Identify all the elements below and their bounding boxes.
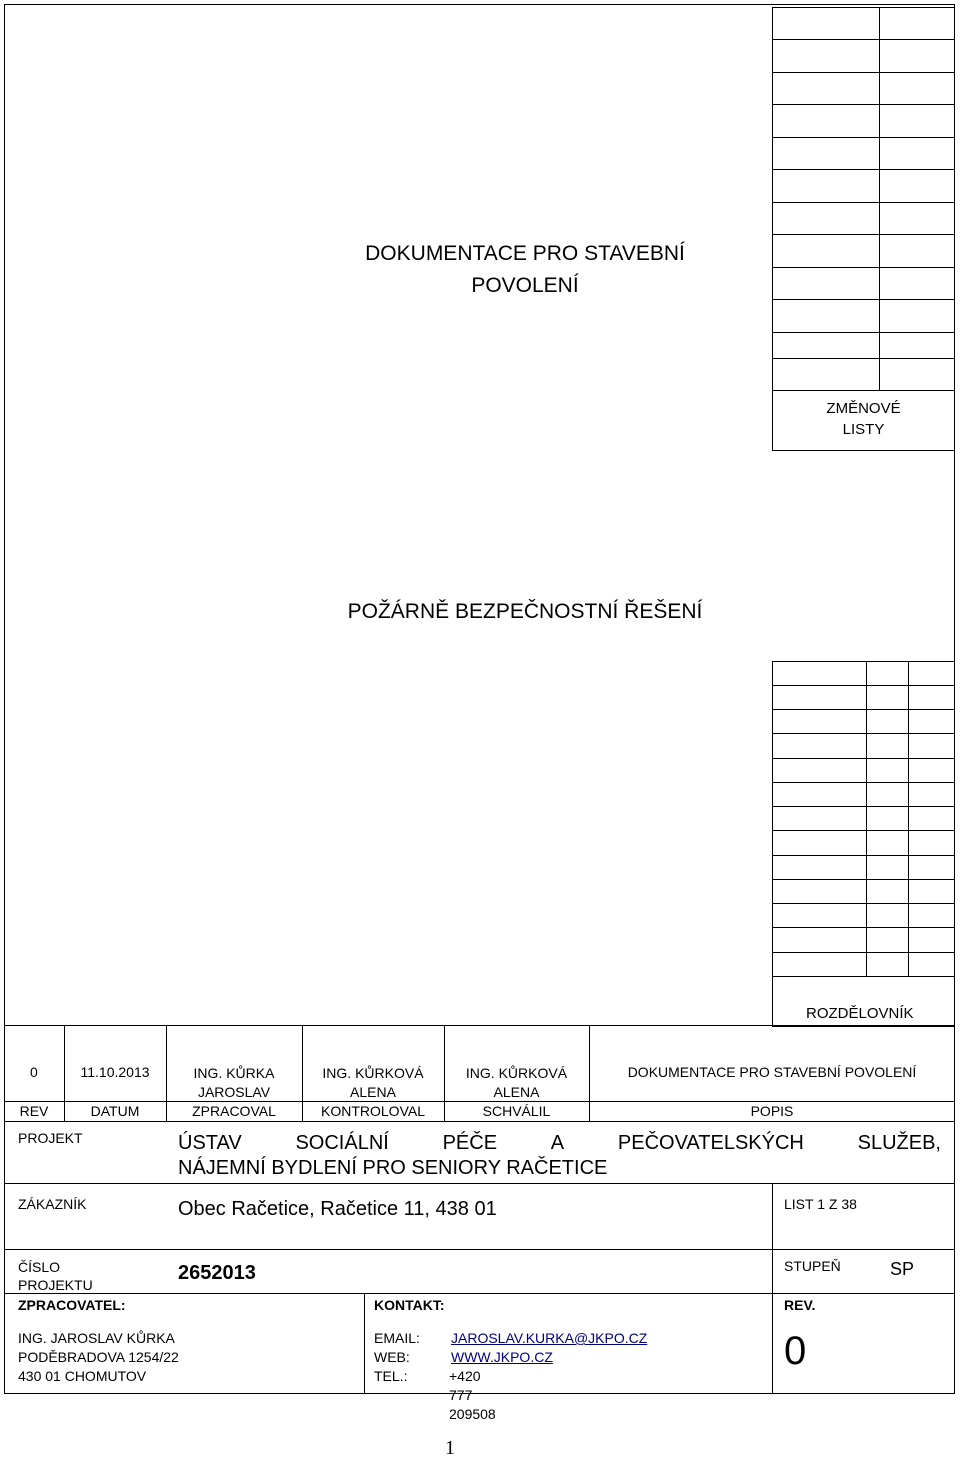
rev-value: 0 — [784, 1329, 807, 1373]
change-sheets-label-line1: ZMĚNOVÉ — [826, 400, 901, 417]
author-street: PODĚBRADOVA 1254/22 — [18, 1349, 179, 1365]
header-checked: KONTROLOVAL — [321, 1103, 425, 1119]
header-date: DATUM — [90, 1103, 140, 1119]
author-label: ZPRACOVATEL: — [18, 1297, 126, 1313]
revision-number: 0 — [30, 1064, 38, 1080]
revision-approved-by — [444, 1064, 589, 1102]
project-word: PÉČE — [442, 1132, 498, 1154]
header-approved: SCHVÁLIL — [482, 1103, 551, 1119]
stage-label: STUPEŇ — [784, 1258, 841, 1274]
tel-label: TEL.: — [374, 1368, 408, 1384]
project-name-line1 — [178, 1132, 941, 1155]
header-description: POPIS — [750, 1103, 794, 1119]
checked-by-line2: ALENA — [350, 1084, 396, 1100]
email-link[interactable]: JAROSLAV.KURKA@JKPO.CZ — [451, 1330, 648, 1346]
revision-checked-by — [302, 1064, 444, 1102]
customer-value: Obec Račetice, Račetice 11, 438 01 — [178, 1198, 497, 1220]
web-link[interactable]: WWW.JKPO.CZ — [451, 1349, 553, 1365]
project-word: ÚSTAV — [178, 1132, 242, 1154]
project-number-label-line1: ČÍSLO — [18, 1259, 61, 1275]
author-name: ING. JAROSLAV KŮRKA — [18, 1330, 175, 1346]
page-number: 1 — [445, 1437, 455, 1459]
contact-details — [374, 1329, 648, 1422]
approved-by-line1: ING. KŮRKOVÁ — [465, 1065, 568, 1081]
header-prepared: ZPRACOVAL — [192, 1103, 276, 1119]
revision-description: DOKUMENTACE PRO STAVEBNÍ POVOLENÍ — [627, 1064, 917, 1080]
project-word: PEČOVATELSKÝCH — [617, 1132, 804, 1154]
prepared-by-line2: JAROSLAV — [197, 1084, 271, 1100]
approved-by-line2: ALENA — [493, 1084, 540, 1100]
document-title-line1: DOKUMENTACE PRO STAVEBNÍ — [365, 242, 685, 265]
document-title-line2: POVOLENÍ — [471, 274, 579, 297]
project-word: SLUŽEB, — [857, 1132, 941, 1154]
document-title — [300, 238, 750, 302]
distribution-label: ROZDĚLOVNÍK — [806, 1005, 914, 1022]
project-name-line2: NÁJEMNÍ BYDLENÍ PRO SENIORY RAČETICE — [178, 1157, 608, 1179]
revision-prepared-by — [166, 1064, 302, 1102]
header-rev: REV — [19, 1103, 49, 1119]
tel-value: +420 777 209508 — [449, 1368, 496, 1422]
project-label: PROJEKT — [18, 1130, 83, 1146]
author-address — [18, 1329, 179, 1386]
rev-label: REV. — [784, 1297, 816, 1313]
project-word: A — [550, 1132, 565, 1154]
author-city: 430 01 CHOMUTOV — [18, 1368, 147, 1384]
project-number-label-line2: PROJEKTU — [18, 1277, 93, 1293]
contact-label: KONTAKT: — [374, 1297, 445, 1313]
revision-date: 11.10.2013 — [80, 1064, 150, 1080]
change-sheets-label-line2: LISTY — [842, 421, 885, 438]
section-title: POŽÁRNĚ BEZPEČNOSTNÍ ŘEŠENÍ — [347, 600, 703, 623]
prepared-by-line1: ING. KŮRKA — [193, 1065, 275, 1081]
project-number-label — [18, 1258, 93, 1294]
project-word: SOCIÁLNÍ — [295, 1132, 389, 1154]
email-label: EMAIL: — [374, 1330, 420, 1346]
checked-by-line1: ING. KŮRKOVÁ — [322, 1065, 424, 1081]
project-number: 2652013 — [178, 1262, 256, 1284]
sheet-number: LIST 1 Z 38 — [784, 1196, 857, 1212]
stage-value: SP — [890, 1259, 915, 1279]
web-label: WEB: — [374, 1349, 410, 1365]
change-sheets-label — [772, 398, 955, 440]
customer-label: ZÁKAZNÍK — [18, 1196, 87, 1212]
